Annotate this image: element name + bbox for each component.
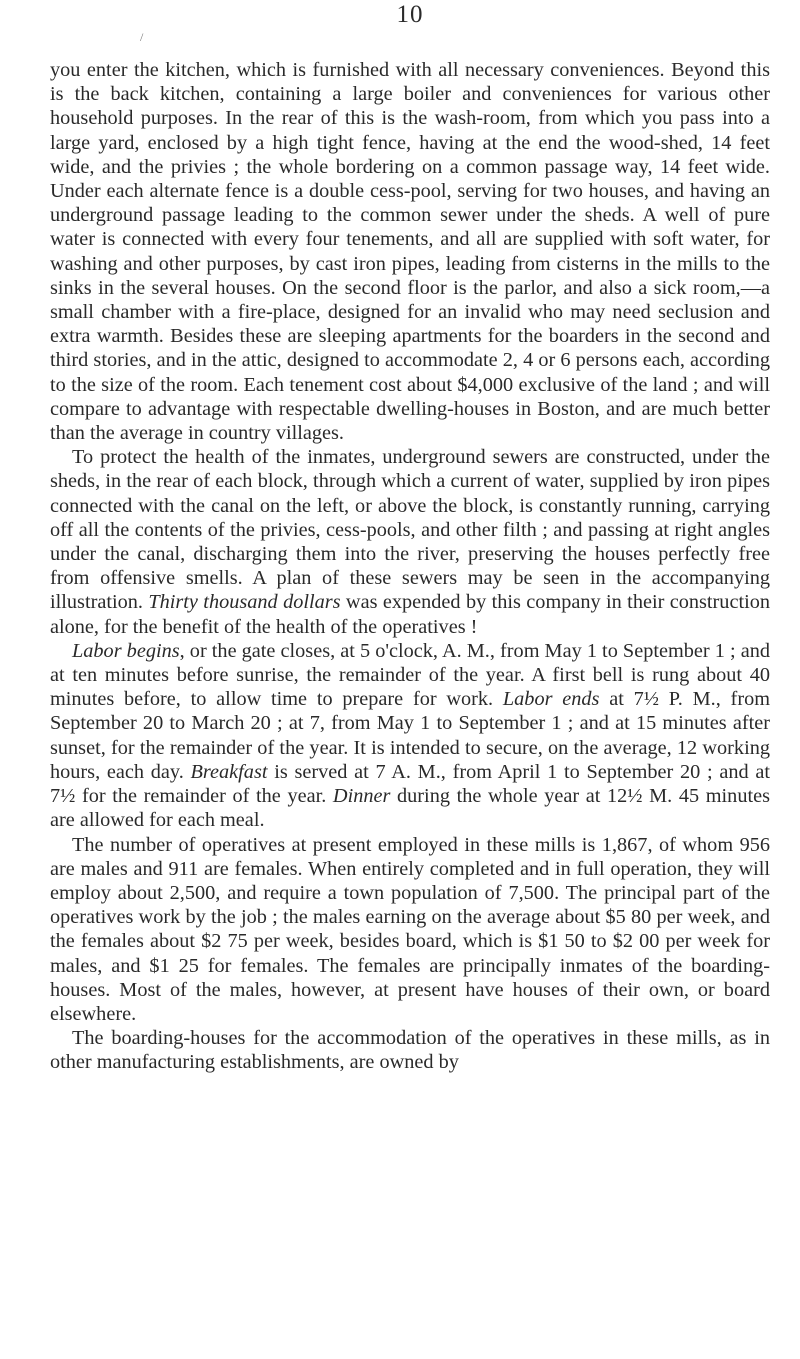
paragraph [50,445,770,639]
book-page [50,0,770,1075]
italic-text: Breakfast [190,760,268,783]
italic-text: Labor begins [72,639,180,662]
italic-text: Dinner [332,785,391,808]
page-number: 10 [396,1,424,28]
text-run: during the whole year at 12½ M. 45 minutes are allowed for each meal. [50,785,770,832]
text-run: , or the gate closes, at 5 o'clock, A. M., from May 1 to September 1 ; and at ten minutes before sunrise, the remainder of the year. A first bell is rung about 40 minutes before, to allow time to prepare for work. [50,639,770,711]
paragraph [50,58,770,445]
text-run: was expended by this company in their construction alone, for the benefit of the health of the operatives ! [50,591,770,638]
paragraph [50,1026,770,1074]
text-run: The boarding-houses for the accommodation of the operatives in these mills, as in other manufacturing establishments, are owned by [50,1027,770,1074]
text-run: you enter the kitchen, which is furnished with all necessary conveniences. Beyond this is the back kitchen, containing a large boiler and conveniences for various other household purposes. In the rear of this is the wash-room, from which you pass into a large yard, enclosed by a high tight fence, having at the end the wood-shed, 14 feet wide, and the privies ; the whole bordering on a common passage way, 14 feet wide. Under each alternate fence is a double cess-pool, serving for two houses, and having an underground passage leading to the common sewer under the sheds. A well of pure water is connected with every four tenements, and all are supplied with soft water, for washing and other purposes, by cast iron pipes, leading from cisterns in the mills to the sinks in the several houses. On the second floor is the parlor, and also a sick room,—a small chamber with a fire-place, designed for an invalid who may need seclusion and extra warmth. Besides these are sleeping apartments for the boarders in the second and third stories, and in the attic, designed to accommodate 2, 4 or 6 persons each, according to the size of the room. Each tenement cost about $4,000 exclusive of the land ; and will compare to advantage with respectable dwelling-houses in Boston, and are much better than the average in country villages. [50,59,770,445]
text-run: The number of operatives at present employed in these mills is 1,867, of whom 956 are males and 911 are females. When entirely completed and in full operation, they will employ about 2,500, and require a town population of 7,500. The principal part of the operatives work by the job ; the males earning on the average about $5 80 per week, and the females about $2 75 per week, besides board, which is $1 50 to $2 00 per week for males, and $1 25 for females. The females are principally inmates of the boarding-houses. Most of the males, however, at present have houses of their own, or board elsewhere. [50,833,770,1025]
text-run: To protect the health of the inmates, underground sewers are constructed, under the sheds, in the rear of each block, through which a current of water, supplied by iron pipes connected with the canal on the left, or above the block, is constantly running, carrying off all the contents of the privies, cess-pools, and other filth ; and passing at right angles under the canal, discharging them into the river, preserving the houses perfectly free from offensive smells. A plan of these sewers may be seen in the accompanying illustration. [50,446,770,614]
text-run: at 7½ P. M., from September 20 to March 20 ; at 7, from May 1 to September 1 ; and at 15 minutes after sunset, for the remainder of the year. It is intended to secure, on the average, 12 working hours, each day. [50,688,770,783]
italic-text: Thirty thousand dollars [148,591,341,614]
italic-text: Labor ends [502,688,600,711]
stray-mark: / [140,30,144,44]
paragraph [50,833,770,1027]
paragraph [50,639,770,833]
body-text [50,58,770,1075]
text-run: is served at 7 A. M., from April 1 to September 20 ; and at 7½ for the remainder of the year. [50,760,770,808]
